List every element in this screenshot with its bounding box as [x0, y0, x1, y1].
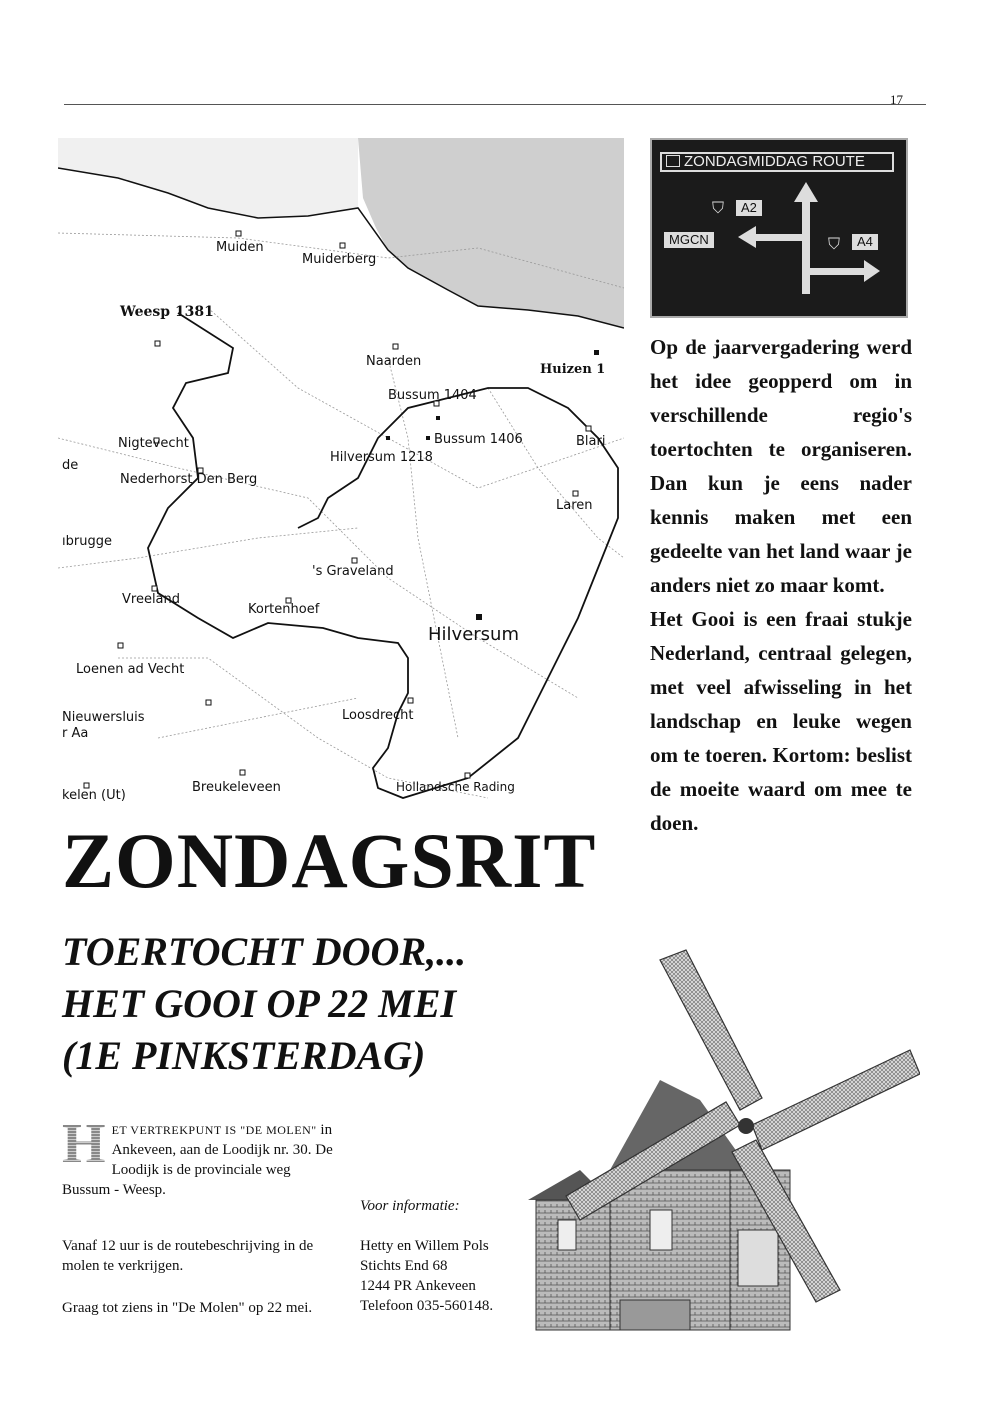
- town-label: Nederhorst Den Berg: [120, 472, 258, 487]
- town-label: Naarden: [366, 354, 422, 369]
- town-label: Nigtevecht: [118, 436, 189, 451]
- subtitle-line: HET GOOI OP 22 MEI: [62, 981, 457, 1026]
- sign-title-text: ZONDAGMIDDAG ROUTE: [684, 153, 865, 170]
- town-label: Bussum 1406: [434, 432, 523, 447]
- town-label: Laren: [556, 498, 593, 513]
- town-label: Blari: [576, 434, 606, 449]
- body-paragraph: [62, 1113, 334, 1200]
- town-label: kelen (Ut): [62, 788, 126, 803]
- town-label: Hilversum 1218: [330, 450, 433, 465]
- town-label: Weesp 1381: [120, 304, 214, 320]
- town-label: ıbrugge: [62, 534, 112, 549]
- town-label: r Aa: [62, 726, 89, 741]
- contact-line: 1244 PR Ankeveen: [360, 1278, 476, 1294]
- town-label: Huizen 1: [540, 362, 606, 377]
- intro-text: [650, 330, 912, 840]
- small-caps-text: ET VERTREKPUNT IS "DE MOLEN": [111, 1123, 317, 1137]
- town-label: Breukeleveen: [192, 780, 281, 795]
- paragraph-text: in Ankeveen, aan de Loodijk nr. 30. De Loodijk is de provinciale weg Bussum - Weesp.: [62, 1122, 333, 1198]
- town-label: Muiderberg: [302, 252, 377, 267]
- info-heading: Voor informatie:: [360, 1198, 460, 1214]
- town-label: Muiden: [216, 240, 264, 255]
- motorway-icon: ⛉: [712, 198, 725, 217]
- town-label: Hilversum: [428, 624, 519, 645]
- sign-mgcn: MGCN: [664, 232, 714, 248]
- town-label: Loenen ad Vecht: [76, 662, 185, 677]
- town-label: Bussum 1404: [388, 388, 477, 403]
- town-label: Hollandsche Rading: [396, 780, 515, 794]
- contact-info: [360, 1236, 493, 1316]
- motorway-icon: ⛉: [828, 234, 841, 253]
- header-rule: [64, 104, 926, 105]
- body-paragraph: Vanaf 12 uur is de routebeschrijving in de molen te verkrijgen.: [62, 1238, 314, 1274]
- contact-line: Stichts End 68: [360, 1258, 448, 1274]
- town-label: Kortenhoef: [248, 602, 320, 617]
- windmill-svg: [500, 940, 920, 1340]
- subtitle-line: (1E PINKSTERDAG): [62, 1033, 426, 1078]
- body-paragraph: Graag tot ziens in "De Molen" op 22 mei.: [62, 1300, 313, 1316]
- town-label: Nieuwersluis: [62, 710, 145, 725]
- sign-a2: A2: [736, 200, 762, 216]
- sign-title: [660, 152, 894, 172]
- intro-paragraph: Het Gooi is een fraai stukje Nederland, centraal gelegen, met veel afwisseling in het landschap en leuke wegen om te toeren. Kortom: beslist de moeite waard om mee te doen.: [650, 607, 912, 835]
- windmill-illustration: [500, 940, 920, 1340]
- headline: ZONDAGSRIT: [62, 817, 597, 904]
- sign-a4: A4: [852, 234, 878, 250]
- subtitle-line: TOERTOCHT DOOR,...: [62, 929, 467, 974]
- town-label: 's Graveland: [312, 564, 394, 579]
- contact-line: Hetty en Willem Pols: [360, 1238, 489, 1254]
- town-label: Vreeland: [122, 592, 181, 607]
- drop-cap: H: [62, 1113, 106, 1175]
- checkbox-icon: [666, 155, 680, 167]
- contact-line: Telefoon 035-560148.: [360, 1298, 494, 1314]
- page-number: 17: [890, 92, 903, 107]
- town-label: de: [62, 458, 79, 473]
- intro-paragraph: Op de jaarvergadering werd het idee geopperd om in verschillende regio's toertochten te organiseren. Dan kun je eens nader kennis maken met een gedeelte van het land waar je anders niet zo maar komt.: [650, 335, 912, 597]
- town-label: Loosdrecht: [342, 708, 414, 723]
